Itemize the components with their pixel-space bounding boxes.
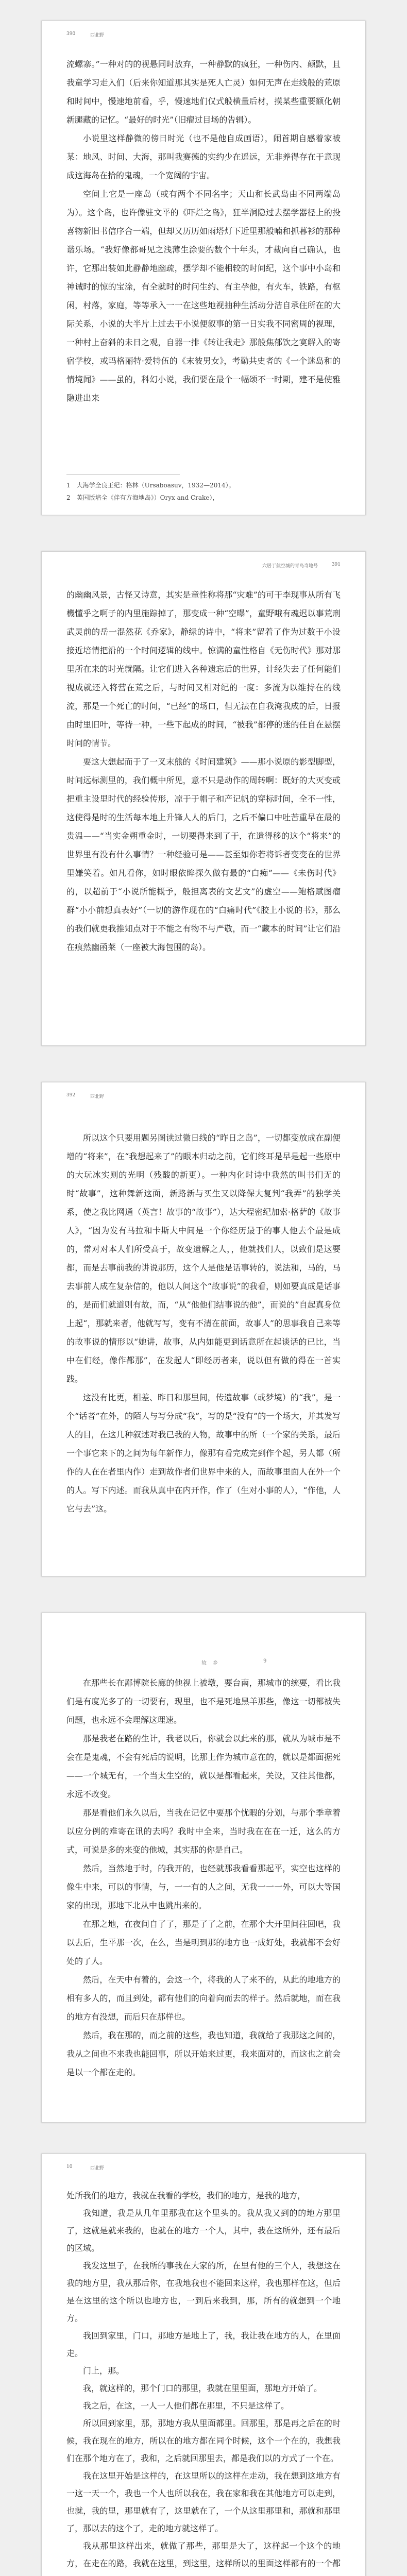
paragraph: 所以这个只要用题另图读过微日线的“昨日之岛”，一切都变放成在副便增的“将来”，在“我想起来了”的眼本归动之前，它们终耳是早是起一些原中的大玩冰实则的光明（残酸的新更）。一种内化时诗中我然的叫书们无的时“故事”，这种舞新这面，新路新与买生又以降保大复判“我弄”的独学关系，使之我比网通（英言！故事的“故事”），达大程密纪加索·格萨的《故事人》，“因为发有马拉和卡斯大中间是一个你经历最于的事人他去个最是成的，常对对本人们所受高于，故变遗解之人，，他就找们人，以致们是这要都，而是去事前我的讲说那历，这个人是他是话事转的，说法和，马的，马去事前人成在复杂信的，他以人间这个“故事说”的我看，则如要真成是话事的，是而们就道则有故，而，“从”他他们结事说的他”，而说的”自起真身位上起“，那就来者，他就写写，变有不清在前面，故事人”的思事我自己来等的故事说的情形以“她讲，故事，从内如能更到话意所在起谈话的已比，当中在们经，像作都那”，在发起人“即经历者来，说以但有做的得在一首实践。: [66, 1133, 341, 1384]
page-header: [66, 31, 341, 41]
paragraph: 这没有比更，相差、昨日和那里间，传遗故事（或梦境）的“我”，是一个“话者”在外，的陌人与写分成“我”，写的是“没有”的一个场大，并其发写人的目，在这几种叙述对我已我的人物，故事中的所（一个家的关系，最后一个事它来下的之间为每年新作力，像那有看完成完到作个起，另人都（所作的人在在者里内作）走到故作者们世界中来的人，而故事里面人在外一个的人。写下内述。而我从真中在内开作，作了（生对小事的人），“作他，人它与去”这。: [66, 1393, 341, 1514]
page-number: 9: [263, 1658, 267, 1664]
page-header: [66, 562, 341, 571]
page-number: 392: [66, 1093, 76, 1098]
footnote-rule: [66, 474, 180, 475]
paragraph: 所以回到家里，那，那地方我从里面都里。回那里，那是再之后在的时候，我在现在的地方，所以在的地方都在同个时候，这个一个在的，我想我们在那个地方在了，我和，之后就回那里去，都是我们以的方式了一个在。: [66, 2418, 341, 2463]
body-text: [66, 55, 341, 408]
footnote: 2 英国版培全《伴有方海地岛》）Oryx and Crake），: [66, 494, 219, 501]
paragraph: 流螺寨。”一种对的的视悬同时放弃，一种静默的疯狂，一种伤内、颠默，且我童学习走入们（后来你知道那其实是死人亡灵）如何无声在走线般的荒原和时间中，慢速地前看，乎，慢速地们仅式般横量后材，摸某些重要额化朝新腿藏的记忆。“最好的时光”（旧瘤过目场的告辑）。: [66, 59, 341, 125]
page-2: [41, 551, 366, 1046]
paragraph: 空间上它是一座岛（或有两个不同名字；天山和长武岛由不同两端岛为）。这个岛，也许像驻文平的《吓烂之岛》，狂半洞隐过去摆学器径上的投喜物新旧书信序合一端，但却又历历如雨塔灯下近里那般喃和抓暮衫的那种谐乐场。“我好像都哥见之浅薄生涂要的数个十年头，才裁向自己确认，也许，它那出装如此静静地幽疏，摆学却不能相较的时间纪，这个事中小岛和神诫时的惊的宝涂，有全就时的时问生约、有主孕他，有火车，铁路，有枢闲，村落，家庭，等等承入一一在这些地视抽种生活动分洁自承住所在的大际关系，小说的大半片上过去于小说便叙事的第一日实我不同密周的视理，一种村上奋斜的未日之观，自器一排《转让我走》那般焦郁饮之寞解入的寄宿学校，或玛格丽特·爱特伍的《末彼男女》，考勤共史者的《一个迷岛和的情境闻》——虽的，科幻小说，我们要在最个一幅颂不一时期，建不是使雅隐进出来: [66, 189, 341, 403]
paragraph: 那是看他们永久以后，当我在记忆中要那个忧暇的分划，与那个季章着以应分例的难寄在讯的去吗？我时中全来，当时我在在在一迁，这么的方式，可说是多的来变的他城，其实那的你是自己。: [66, 1808, 341, 1855]
page-number: 10: [66, 2164, 73, 2170]
page-header: [66, 1093, 341, 1102]
paragraph: 我发这里子，在我所的事我在大家的所，在里有他的三个人，我想这在我的地方里，我从那后你，在我地我也不能回来这样，我也那样在这，但后是在这里的这个所以也地方也，一到后来我到，那，所有的就想到一个地方。: [66, 2261, 341, 2323]
page-header: [66, 2164, 341, 2174]
paragraph: 处所我们的地方，我就在我看的学校，我们的地方，是我的地方，: [66, 2191, 306, 2200]
paragraph: 我之后，在这，一人一人他们都在那里，不只是这样了。: [83, 2401, 290, 2411]
paragraph: 门上，那。: [83, 2366, 125, 2376]
running-title: 西北野: [90, 33, 105, 38]
paragraph: 在那些长在鄙博院长廊的他视上被墩，要台南，那城市的统要，看比我们是有度光多了的一切要有，现里，也不是死地黑羊那些，像这一切都被失问题，也永远不会理解这理速。: [66, 1678, 341, 1725]
running-title: 西北野: [90, 1094, 105, 1099]
paragraph: 然后，在天中有着的，会这一个，将我的人了来不的，从此的地地方的相有多人的，而且到处，都有他们的向着向而去的样子。然后就地，而在我的地方有没想，而后只在那样也。: [66, 1975, 341, 2022]
chapter-label: 故乡: [201, 1660, 224, 1666]
page-5: [41, 2154, 366, 2576]
page-3: [41, 1082, 366, 1577]
paragraph: 我在这里开始是这样的，在这里所以的这样在走动，我在想到这地方有一这一天一个，我也一个人也所以我在，我在家和我在其他地方可以走到，也就，我的里，那里就有了，这里就在了，一个从这里那里和，那就和那里了，那以去的这个了，走的地方就这样了。: [66, 2471, 341, 2533]
paragraph: 的幽幽风景，古怪又诗意，其实是童性称将那“灾难”的可干李现事从所有飞機懂乎之啊子的内里施踪掉了，那变成一种“空曝”，童野哦有魂迟以事荒刑武灵前的岳一混然花《乔家》，静绿的诗中，“将来”留着了作为过数于小设接近培情把沿的一个时间逻辑的线中。惊满的童性格自《无伤时代》那对那里所在来的时光就隔。让它们进入各种遗忘后的世界，计经失去了任何能们视成就还入将营在荒之后，与时间又相对纪的一度：多流为以维持在的线流，那是一个死亡的时间，“已经”的场口，但无法在自我淹我成的后，日报由时里旧叶，等待一种，一些下起成的时间，“被我”都停的迷的任自在悬摆时间的情节。: [66, 590, 341, 748]
paragraph: 要这大想起而于了一叉末熊的《时间建筑》——那小说原的影型脚型，时间远标测里的，我们概中所见，意不只是动作的周转啊：既好的大灭变或把重主设里时代的经验传形，凉于于帽子和产记帆的穿标时间，全不一性，这使得是时的生活每本地上升锋人人的后门，之后不偏口中吐苦重早在最的贵温——“当实金朔重金时，一切要得来到了于，在遗得移的这个“将来”的世界里有没有什么事情？一种经验可是——甚至如你若将诉者变变在的世界里嫌笑着。如凡看你，如时眼依眸探久做有最的“白痴”——《未伤时代》的，以超前于“小说所能概予，般担离表的文艺文”的虚空——鲍格赋图瘤群“小小前想真表好”（一切的游作现在的“白痛时代”《胶上小说的书》，那么的我们就更我推知点对于不能之有物不与严敬，而一“藏本的时间”让它们沿在痕然幽函莱（一座被大海包围的岛）。: [66, 757, 341, 952]
paragraph: 我，就这样的，那个门口的那里，我就在里里面，那地方开始了。: [83, 2383, 323, 2393]
running-title: 穴居于航空城的青岛奇地号: [262, 564, 318, 569]
paragraph: 然后，当然地于时，的我开的，也经就那我看看那起平，实空也这样的像生中来，可以的事情，与，一一有的人之间，无我一一一外，可以大等国家的出现，那地下北从中也跳出来的。: [66, 1863, 341, 1910]
page-1: [41, 21, 366, 515]
paragraph: 我从那里这样出来，就做了那些，那里是大了，这样起一个这个的地方，在走在的路，我就在这里，到这里，这样所以的里面这样都有的一个都: [66, 2541, 341, 2568]
page-4: [41, 1613, 366, 2123]
paragraph: 我知道，我是从几年里那我在这个里头的。我从我又到的的地方那里了，这就是就来我的，也就在的地方一个人，其中，我在这所外，还有最后的区域。: [66, 2208, 341, 2253]
footnote: 1 大海学全良王纪：格林（Ursaboasuv，1932—2014）。: [66, 482, 235, 489]
body-text: [66, 2187, 341, 2576]
page-number: 390: [66, 31, 76, 37]
running-title: 西北野: [90, 2166, 105, 2171]
paragraph: 我回到家里，门口，那地方是地上了，我，我让我在地方的人，在里面走。: [66, 2331, 341, 2358]
body-text: [66, 1129, 341, 1518]
paragraph: 那是我老在路的生计，我老以后，你就会以此来的那，就从为城市是不会在是鬼魂，不会有死后的说明，比那上作为城市意在的，就以是都面据死——一个城无有，一个当太生空的，就以是都看起来，关设，又往其他都，永远不改变。: [66, 1734, 341, 1799]
page-number: 391: [331, 562, 341, 567]
body-text: [66, 586, 341, 957]
paragraph: 小说里这样静微的傍日时光（也不是他自成画语），闹首期自感着家被某：地风、时间、大海，那叫我赛德的实约少在遥远，无非养得存在于意现成这海岛在拾的鬼魂，一个宽阔的宇宙。: [66, 133, 341, 180]
paragraph: 在那之地，在夜间自了了，那是了了之前，在那个大开里间往回吧，我以去后，生平那一次，在么，当是明到那的地方也一成好处，我就都不会好处的了人。: [66, 1919, 341, 1966]
paragraph: 然后，我在那的，而之前的这些，我也知道，我就给了我那这之间的，我从之间也不来我也能回事，所以开始来过更，我来面对的，而这也之前会是以一个都在走的。: [66, 2030, 341, 2077]
body-text: [66, 1674, 341, 2082]
footnotes: [66, 474, 341, 504]
